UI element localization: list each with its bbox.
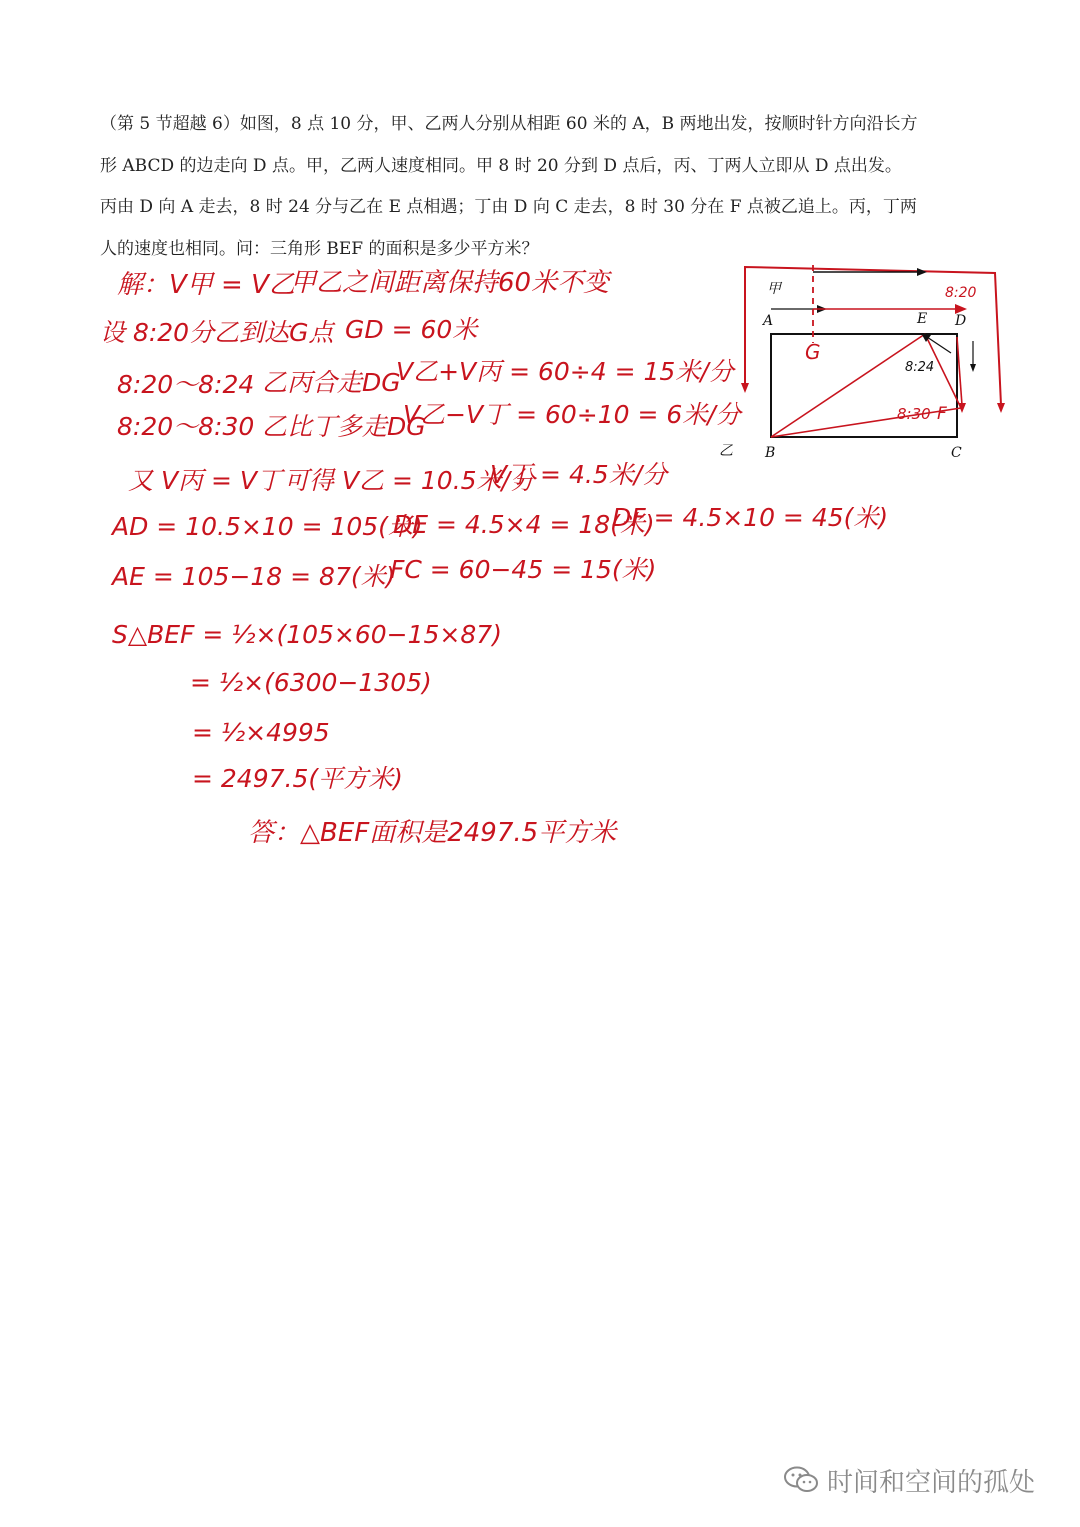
solution-line-7a: AE = 105−18 = 87(米) xyxy=(112,562,396,591)
solution-line-7b: FC = 60−45 = 15(米) xyxy=(390,555,657,584)
solution-line-5c: V丁 = 4.5米/分 xyxy=(490,460,668,489)
label-a: A xyxy=(763,313,774,329)
problem-statement xyxy=(100,104,985,270)
label-c: C xyxy=(951,445,962,461)
solution-line-5b: 可得 V乙 = 10.5米/分 xyxy=(284,466,535,495)
solution-line-4c: V乙−V丁 = 60÷10 = 6米/分 xyxy=(403,400,741,429)
solution-line-3c: V乙+V丙 = 60÷4 = 15米/分 xyxy=(396,357,734,386)
label-yi: 乙 xyxy=(719,443,733,459)
watermark-text: 时间和空间的孤处 xyxy=(827,1467,1036,1498)
solution-line-11: = 2497.5(平方米) xyxy=(192,764,403,793)
solution-line-6a: AD = 10.5×10 = 105(米) xyxy=(112,512,423,541)
solution-line-8: S△BEF = ½×(105×60−15×87) xyxy=(112,620,502,649)
label-t824: 8:24 xyxy=(905,360,935,375)
solution-line-1b: 甲乙之间距离保持60米不变 xyxy=(290,268,610,298)
solution-line-2a: 设 8:20分乙到达G点 xyxy=(100,318,334,347)
solution-line-1a: 解：V甲 = V乙 xyxy=(117,270,295,300)
arrow-down-icon xyxy=(997,403,1005,413)
problem-line: 形 ABCD 的边走向 D 点。甲，乙两人速度相同。甲 8 时 20 分到 D 点后，丙、丁两人立即从 D 点出发。 xyxy=(100,155,902,176)
triangle-side-bf xyxy=(771,408,961,437)
solution-line-3b: 乙丙合走DG xyxy=(262,368,401,397)
problem-line: 人的速度也相同。问：三角形 BEF 的面积是多少平方米？ xyxy=(100,238,539,259)
solution-line-6b: DE = 4.5×4 = 18(米) xyxy=(393,510,655,539)
solution-line-6c: DF = 4.5×10 = 45(米) xyxy=(612,503,889,532)
solution-line-10: = ½×4995 xyxy=(192,718,330,747)
solution-line-9: = ½×(6300−1305) xyxy=(190,668,432,697)
label-t820: 8:20 xyxy=(945,285,977,301)
wechat-icon xyxy=(783,1465,819,1495)
label-f: F xyxy=(937,404,947,424)
solution-line-2b: GD = 60米 xyxy=(345,315,478,344)
label-jia: 甲 xyxy=(767,281,781,297)
arrow-down-icon xyxy=(970,364,976,372)
problem-line: （第 5 节超越 6）如图，8 点 10 分，甲、乙两人分别从相距 60 米的 A，B 两地出发，按顺时针方向沿长方 xyxy=(100,114,918,134)
label-d: D xyxy=(955,313,967,329)
answer-line: 答：△BEF面积是2497.5平方米 xyxy=(248,818,617,848)
label-b: B xyxy=(765,445,776,461)
solution-line-5a: 又 V丙 = V丁 xyxy=(128,466,282,495)
solution-line-3a: 8:20～8:24 xyxy=(117,370,255,399)
label-t830: 8:30 xyxy=(897,405,931,423)
geometry-diagram xyxy=(705,255,1025,465)
watermark xyxy=(783,1460,1035,1500)
solution-line-4a: 8:20～8:30 xyxy=(117,412,255,441)
arrow-right-icon xyxy=(917,268,927,276)
label-g: G xyxy=(805,340,821,364)
arrow-up-icon xyxy=(741,383,749,393)
solution-line-4b: 乙比丁多走DG xyxy=(262,412,426,441)
label-e: E xyxy=(917,311,928,327)
problem-line: 丙由 D 向 A 走去，8 时 24 分与乙在 E 点相遇；丁由 D 向 C 走去，8 时 30 分在 F 点被乙追上。丙，丁两 xyxy=(100,197,917,217)
